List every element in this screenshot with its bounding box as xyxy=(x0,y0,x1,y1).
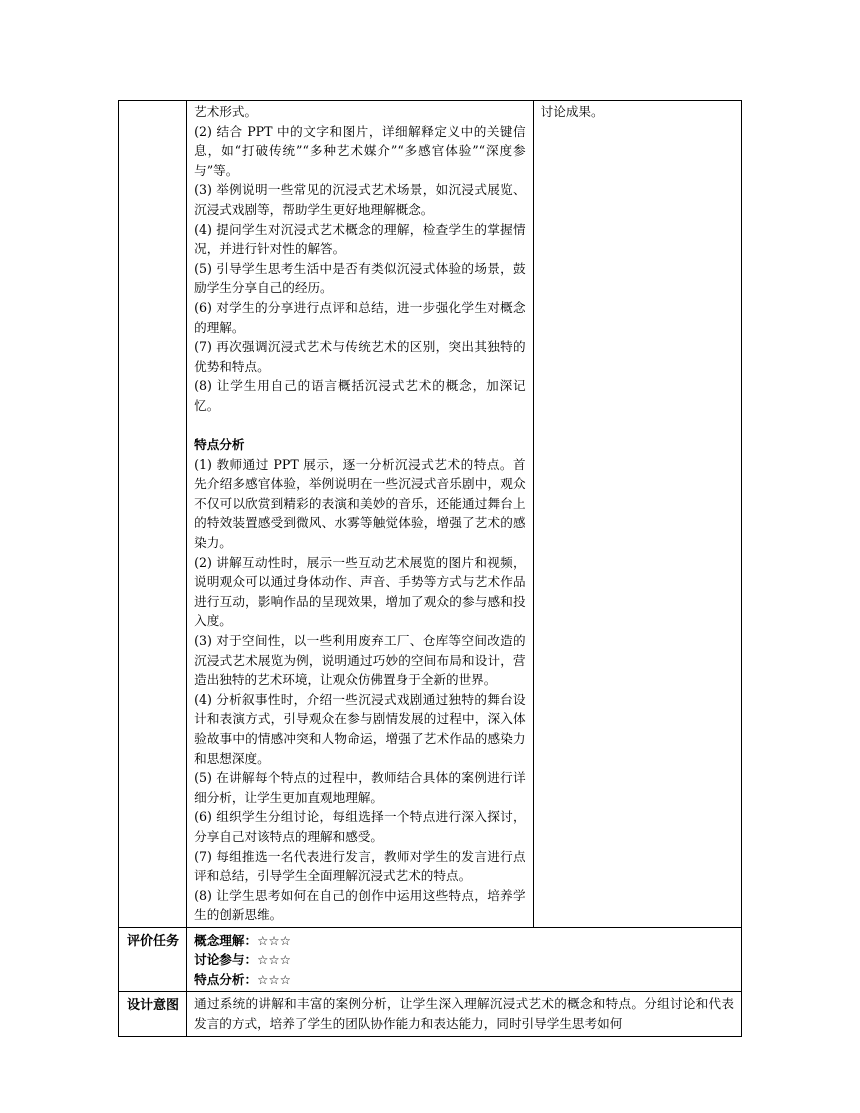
design-intent-text: 通过系统的讲解和丰富的案例分析，让学生深入理解沉浸式艺术的概念和特点。分组讨论和代表发言的方式，培养了学生的团队协作能力和表达能力，同时引导学生思考如何 xyxy=(194,996,734,1032)
design-intent-label: 设计意图 xyxy=(119,992,187,1037)
evaluation-item-name: 讨论参与： xyxy=(194,952,258,968)
teacher-line: 艺术形式。 xyxy=(194,104,258,119)
blank-line xyxy=(194,416,526,436)
feature-line: (2) 讲解互动性时，展示一些互动艺术展览的图片和视频，说明观众可以通过身体动作、声音、手势等方式与艺术作品进行互动，影响作品的呈现效果，增加了观众的参与感和投入度。 xyxy=(194,554,526,629)
evaluation-row xyxy=(119,927,742,992)
evaluation-item-name: 特点分析： xyxy=(194,971,258,987)
feature-line: (4) 分析叙事性时，介绍一些沉浸式戏剧通过独特的舞台设计和表演方式，引导观众在参与剧情发展的过程中，深入体验故事中的情感冲突和人物命运，增强了艺术作品的感染力和思想深度。 xyxy=(194,691,526,766)
evaluation-item xyxy=(194,970,734,990)
evaluation-item xyxy=(194,950,734,970)
evaluation-item xyxy=(194,931,734,951)
activity-row xyxy=(119,101,742,928)
evaluation-item-name: 概念理解： xyxy=(194,932,258,948)
feature-line: (7) 每组推选一名代表进行发言，教师对学生的发言进行点评和总结，引导学生全面理解沉浸式艺术的特点。 xyxy=(194,848,526,884)
teacher-line: (6) 对学生的分享进行点评和总结，进一步强化学生对概念的理解。 xyxy=(194,299,526,335)
activity-label-cell xyxy=(119,101,187,928)
star-rating: ☆☆☆ xyxy=(257,932,291,948)
teacher-activity-cell xyxy=(187,101,534,928)
teacher-line: (5) 引导学生思考生活中是否有类似沉浸式体验的场景，鼓励学生分享自己的经历。 xyxy=(194,260,526,296)
teacher-line: (4) 提问学生对沉浸式艺术概念的理解，检查学生的掌握情况，并进行针对性的解答。 xyxy=(194,221,526,257)
design-intent-row xyxy=(119,992,742,1037)
teacher-line: (2) 结合 PPT 中的文字和图片，详细解释定义中的关键信息，如“打破传统”“多种艺术媒介”“多感官体验”“深度参与”等。 xyxy=(194,123,526,178)
star-rating: ☆☆☆ xyxy=(257,971,291,987)
feature-line: (5) 在讲解每个特点的过程中，教师结合具体的案例进行详细分析，让学生更加直观地理解。 xyxy=(194,770,526,805)
star-rating: ☆☆☆ xyxy=(257,952,291,968)
feature-line: (6) 组织学生分组讨论，每组选择一个特点进行深入探讨，分享自己对该特点的理解和感受。 xyxy=(194,809,526,844)
student-activity-cell xyxy=(533,101,741,928)
design-intent-content-cell xyxy=(187,992,742,1037)
teacher-line: (7) 再次强调沉浸式艺术与传统艺术的区别，突出其独特的优势和特点。 xyxy=(194,339,526,374)
evaluation-content-cell xyxy=(187,927,742,992)
lesson-plan-table xyxy=(118,100,742,1037)
teacher-line: (8) 让学生用自己的语言概括沉浸式艺术的概念，加深记忆。 xyxy=(194,378,526,413)
student-text: 讨论成果。 xyxy=(540,104,604,119)
teacher-line: (3) 举例说明一些常见的沉浸式艺术场景，如沉浸式展览、沉浸式戏剧等，帮助学生更好地理解概念。 xyxy=(194,182,526,217)
feature-line: (8) 让学生思考如何在自己的创作中运用这些特点，培养学生的创新思维。 xyxy=(194,887,526,923)
evaluation-label: 评价任务 xyxy=(119,927,187,992)
feature-line: (3) 对于空间性，以一些利用废弃工厂、仓库等空间改造的沉浸式艺术展览为例，说明通过巧妙的空间布局和设计，营造出独特的艺术环境，让观众仿佛置身于全新的世界。 xyxy=(194,633,526,688)
feature-line: (1) 教师通过 PPT 展示，逐一分析沉浸式艺术的特点。首先介绍多感官体验，举例说明在一些沉浸式音乐剧中，观众不仅可以欣赏到精彩的表演和美妙的音乐，还能通过舞台上的特效装置感受到微风、水雾等触觉体验，增强了艺术的感染力。 xyxy=(194,456,526,551)
section-heading: 特点分析 xyxy=(194,437,245,453)
